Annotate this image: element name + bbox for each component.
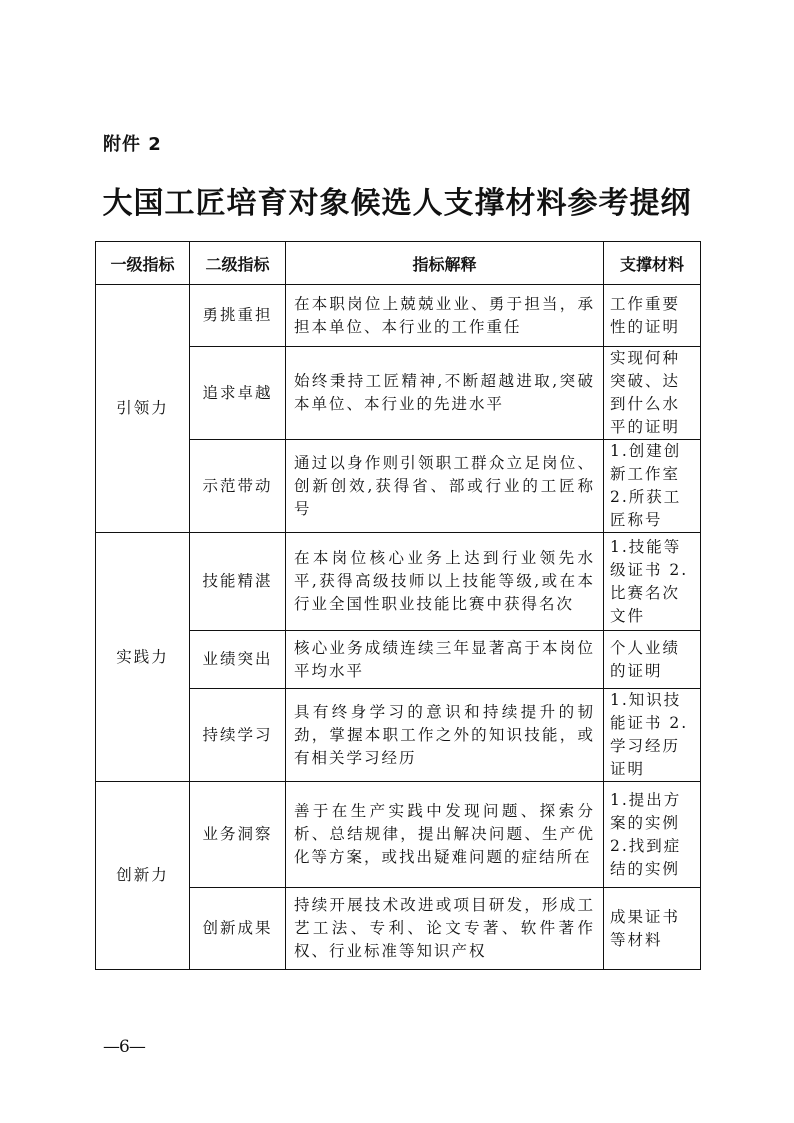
level1-cell: 引领力 xyxy=(96,285,190,533)
header-level1: 一级指标 xyxy=(96,242,190,285)
level2-cell: 追求卓越 xyxy=(190,347,286,440)
level1-cell: 实践力 xyxy=(96,533,190,782)
material-cell: 个人业绩的证明 xyxy=(604,631,701,689)
indicator-table xyxy=(95,241,701,970)
explanation-cell: 始终秉持工匠精神,不断超越进取,突破本单位、本行业的先进水平 xyxy=(286,347,604,440)
material-cell: 工作重要性的证明 xyxy=(604,285,701,347)
level2-cell: 勇挑重担 xyxy=(190,285,286,347)
level2-cell: 业务洞察 xyxy=(190,782,286,888)
document-title: 大国工匠培育对象候选人支撑材料参考提纲 xyxy=(102,186,692,221)
header-material: 支撑材料 xyxy=(604,242,701,285)
level2-cell: 持续学习 xyxy=(190,689,286,782)
table-row xyxy=(96,782,701,888)
attachment-label: 附件 2 xyxy=(103,134,162,155)
table-header-row xyxy=(96,242,701,285)
material-cell: 1.知识技能证书 2.学习经历证明 xyxy=(604,689,701,782)
header-explanation: 指标解释 xyxy=(286,242,604,285)
material-cell: 成果证书等材料 xyxy=(604,888,701,970)
material-cell: 实现何种突破、达到什么水平的证明 xyxy=(604,347,701,440)
material-cell: 1.提出方案的实例 2.找到症结的实例 xyxy=(604,782,701,888)
table-row xyxy=(96,285,701,347)
level2-cell: 示范带动 xyxy=(190,440,286,533)
level2-cell: 技能精湛 xyxy=(190,533,286,631)
explanation-cell: 在本职岗位上兢兢业业、勇于担当，承担本单位、本行业的工作重任 xyxy=(286,285,604,347)
explanation-cell: 在本岗位核心业务上达到行业领先水平,获得高级技师以上技能等级,或在本行业全国性职业技能比赛中获得名次 xyxy=(286,533,604,631)
header-level2: 二级指标 xyxy=(190,242,286,285)
explanation-cell: 具有终身学习的意识和持续提升的韧劲，掌握本职工作之外的知识技能，或有相关学习经历 xyxy=(286,689,604,782)
page-number: —6— xyxy=(103,1037,145,1057)
explanation-cell: 持续开展技术改进或项目研发，形成工艺工法、专利、论文专著、软件著作权、行业标准等知识产权 xyxy=(286,888,604,970)
material-cell: 1.技能等级证书 2.比赛名次文件 xyxy=(604,533,701,631)
explanation-cell: 通过以身作则引领职工群众立足岗位、创新创效,获得省、部或行业的工匠称号 xyxy=(286,440,604,533)
table-row xyxy=(96,533,701,631)
explanation-cell: 善于在生产实践中发现问题、探索分析、总结规律，提出解决问题、生产优化等方案，或找出疑难问题的症结所在 xyxy=(286,782,604,888)
material-cell: 1.创建创新工作室 2.所获工匠称号 xyxy=(604,440,701,533)
explanation-cell: 核心业务成绩连续三年显著高于本岗位平均水平 xyxy=(286,631,604,689)
level1-cell: 创新力 xyxy=(96,782,190,970)
level2-cell: 业绩突出 xyxy=(190,631,286,689)
level2-cell: 创新成果 xyxy=(190,888,286,970)
